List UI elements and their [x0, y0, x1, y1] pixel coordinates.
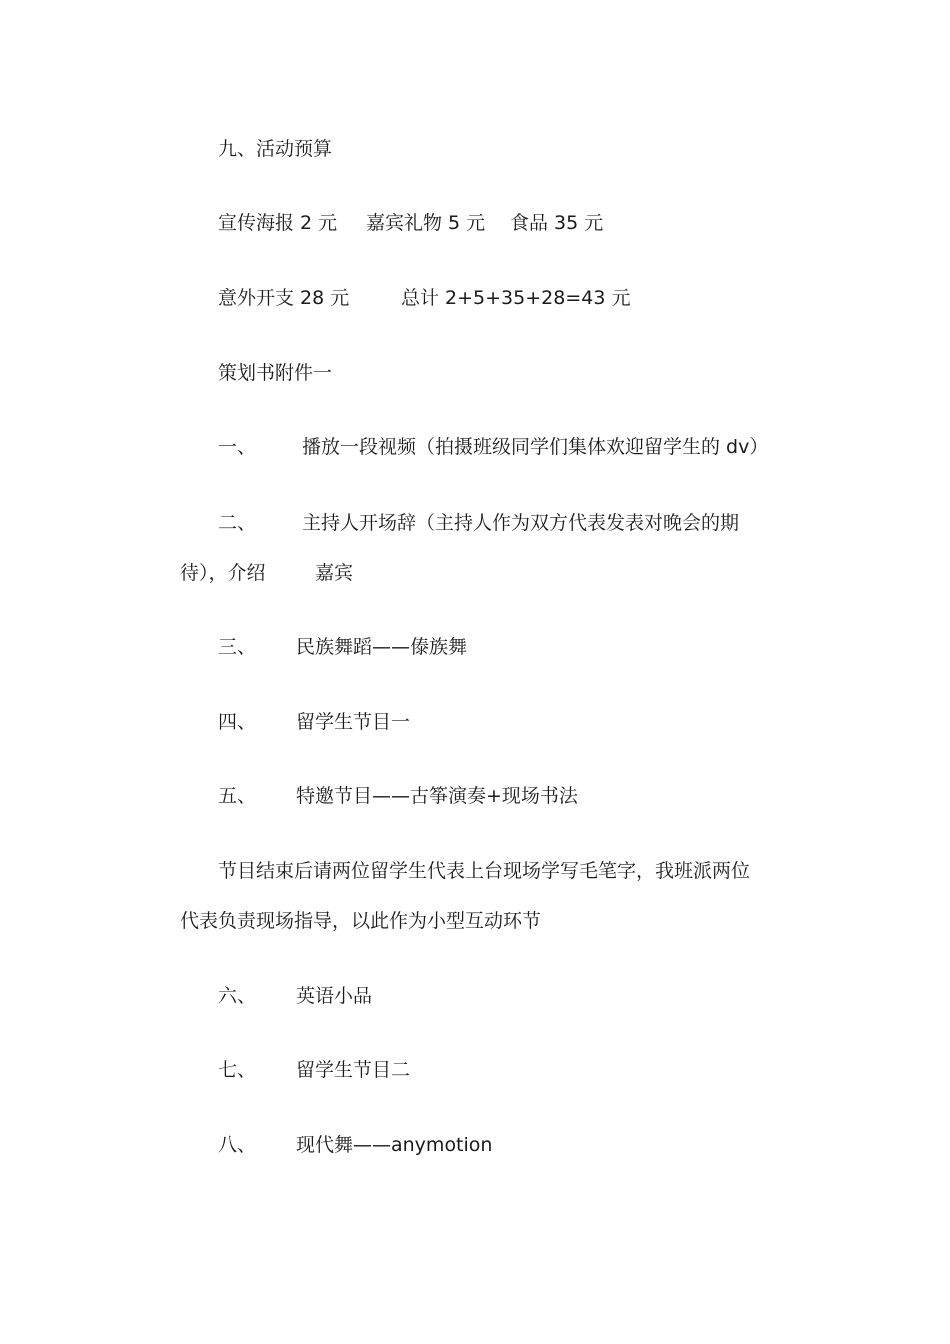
item-text: 英语小品	[296, 985, 373, 1007]
item-number: 六、	[218, 985, 257, 1007]
item-text: 留学生节目二	[296, 1059, 411, 1081]
budget-item-unexpected: 意外开支 28 元	[218, 287, 350, 309]
item-number: 七、	[218, 1059, 257, 1081]
budget-total: 总计 2+5+35+28=43 元	[401, 287, 631, 309]
item-text-continued: 待），介绍	[180, 562, 266, 584]
budget-item-gift: 嘉宾礼物 5 元	[366, 212, 486, 234]
item-text: 特邀节目——古筝演奏+现场书法	[296, 785, 578, 807]
note-paragraph-line-2: 代表负责现场指导，以此作为小型互动环节	[180, 910, 542, 932]
item-text: 播放一段视频（拍摄班级同学们集体欢迎留学生的 dv）	[302, 436, 769, 458]
item-number: 二、	[218, 512, 257, 534]
budget-item-poster: 宣传海报 2 元	[218, 212, 338, 234]
item-text: 民族舞蹈——傣族舞	[296, 636, 468, 658]
item-number: 三、	[218, 636, 257, 658]
attachment-heading: 策划书附件一	[218, 362, 333, 384]
item-number: 四、	[218, 711, 257, 733]
budget-item-food: 食品 35 元	[510, 212, 604, 234]
item-number: 八、	[218, 1134, 257, 1156]
item-text: 主持人开场辞（主持人作为双方代表发表对晚会的期	[302, 512, 740, 534]
item-number: 一、	[218, 436, 257, 458]
item-text: 现代舞——anymotion	[296, 1134, 493, 1156]
budget-heading: 九、活动预算	[218, 138, 333, 160]
item-number: 五、	[218, 785, 257, 807]
item-text: 留学生节目一	[296, 711, 411, 733]
note-paragraph-line-1: 节目结束后请两位留学生代表上台现场学写毛笔字，我班派两位	[218, 860, 751, 882]
item-text-continued-guest: 嘉宾	[315, 562, 354, 584]
